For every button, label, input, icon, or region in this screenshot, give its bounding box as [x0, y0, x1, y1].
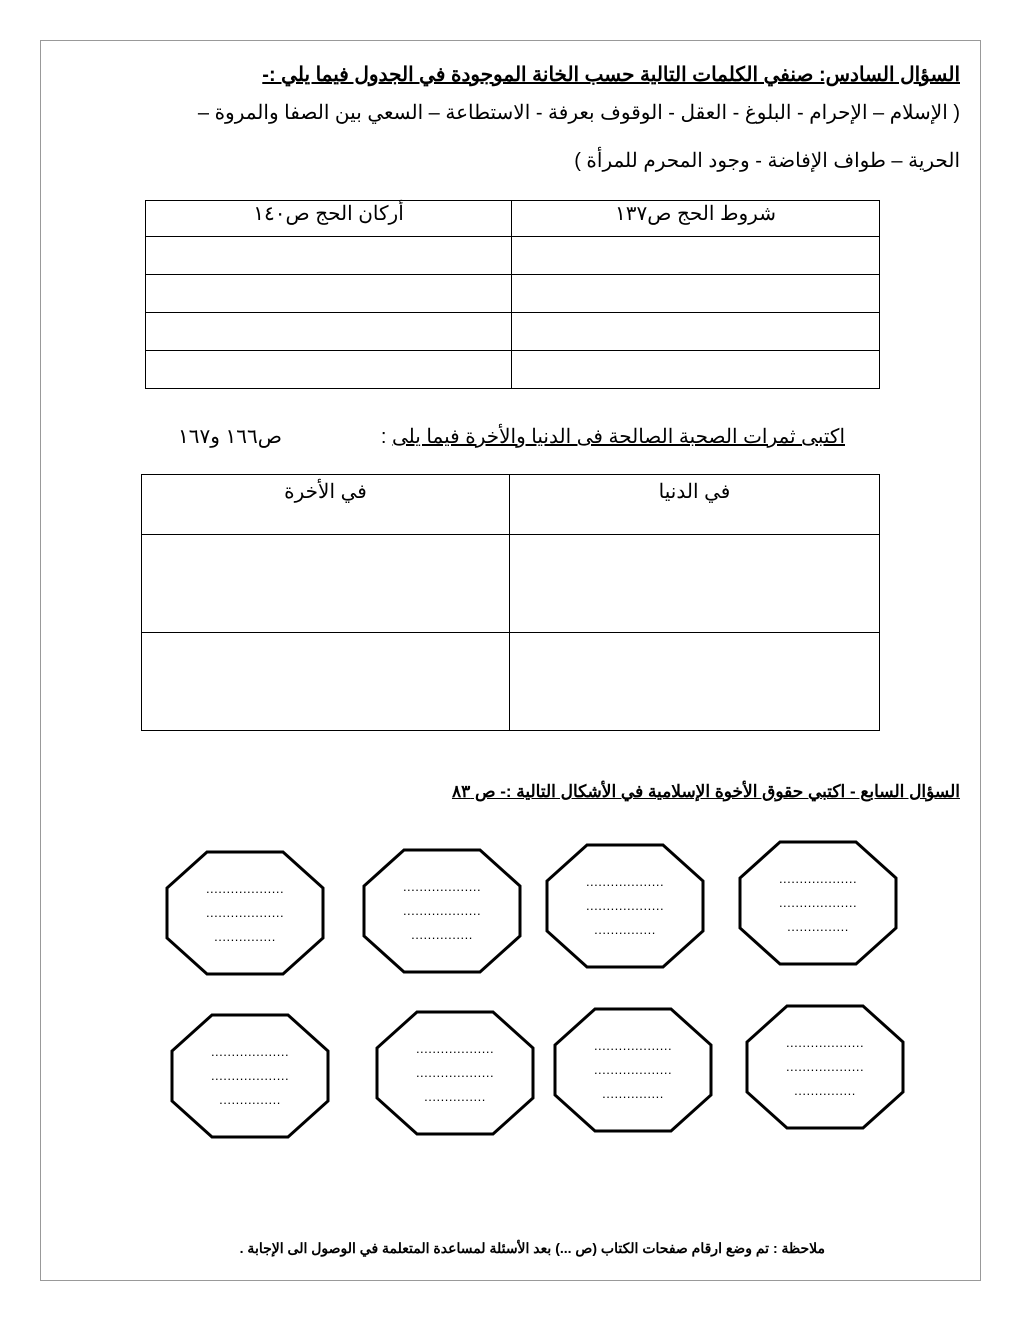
answer-cell[interactable]: [512, 351, 880, 389]
dotted-lines: [553, 1034, 713, 1106]
footer-note: ملاحظة : تم وضع ارقام صفحات الكتاب (ص ...) بعد الأسئلة لمساعدة المتعلمة في الوصول الى الإجابة .: [239, 1240, 825, 1256]
dotted-line[interactable]: ...................: [593, 1038, 673, 1053]
dotted-lines: [170, 1040, 330, 1112]
dotted-line[interactable]: ...................: [210, 1044, 290, 1059]
answer-cell[interactable]: [510, 633, 880, 731]
dotted-line[interactable]: ...................: [785, 1035, 865, 1050]
hajj-table: [145, 200, 880, 389]
dotted-line[interactable]: ...................: [210, 1068, 290, 1083]
dotted-lines: [165, 877, 325, 949]
dotted-line[interactable]: ...............: [219, 1092, 281, 1107]
dotted-line[interactable]: ...............: [411, 927, 473, 942]
answer-cell[interactable]: [146, 351, 512, 389]
octagon-answer-shape[interactable]: [738, 840, 898, 966]
dotted-line[interactable]: ...................: [593, 1062, 673, 1077]
dotted-line[interactable]: ...................: [785, 1059, 865, 1074]
dotted-line[interactable]: ...................: [415, 1065, 495, 1080]
page-reference: ص١٦٦ و١٦٧: [178, 426, 282, 448]
dotted-line[interactable]: ...................: [415, 1041, 495, 1056]
companionship-prompt: [381, 424, 845, 449]
word-list-line-2: الحرية – طواف الإفاضة - وجود المحرم للمرأة ): [574, 150, 960, 172]
answer-cell[interactable]: [512, 237, 880, 275]
answer-cell[interactable]: [146, 237, 512, 275]
dotted-lines: [738, 867, 898, 939]
answer-cell[interactable]: [510, 535, 880, 633]
header-dunya: في الدنيا: [510, 475, 880, 535]
prompt-colon: :: [380, 426, 393, 448]
octagon-answer-shape[interactable]: [362, 848, 522, 974]
dotted-line[interactable]: ...............: [794, 1083, 856, 1098]
header-akhira: في الأخرة: [142, 475, 510, 535]
dotted-line[interactable]: ...............: [594, 922, 656, 937]
answer-cell[interactable]: [146, 275, 512, 313]
answer-cell[interactable]: [142, 535, 510, 633]
dotted-line[interactable]: ...............: [424, 1089, 486, 1104]
dotted-line[interactable]: ...................: [402, 903, 482, 918]
dotted-line[interactable]: ...............: [787, 919, 849, 934]
prompt-text: اكتبى ثمرات الصحبة الصالحة فى الدنيا والأخرة فيما يلى: [392, 426, 845, 448]
companionship-table: [141, 474, 880, 731]
dotted-line[interactable]: ...................: [585, 898, 665, 913]
octagon-answer-shape[interactable]: [745, 1004, 905, 1130]
question-7-title: السؤال السابع - اكتبي حقوق الأخوة الإسلامية في الأشكال التالية :- ص ٨٣: [451, 782, 960, 801]
dotted-line[interactable]: ...................: [585, 874, 665, 889]
header-conditions: شروط الحج ص١٣٧: [512, 201, 880, 237]
dotted-line[interactable]: ...................: [402, 879, 482, 894]
dotted-lines: [362, 875, 522, 947]
octagon-answer-shape[interactable]: [545, 843, 705, 969]
dotted-line[interactable]: ...................: [778, 871, 858, 886]
dotted-line[interactable]: ...................: [205, 881, 285, 896]
answer-cell[interactable]: [512, 275, 880, 313]
octagon-answer-shape[interactable]: [375, 1010, 535, 1136]
answer-cell[interactable]: [512, 313, 880, 351]
dotted-lines: [375, 1037, 535, 1109]
dotted-line[interactable]: ...................: [205, 905, 285, 920]
answer-cell[interactable]: [146, 313, 512, 351]
dotted-line[interactable]: ...................: [778, 895, 858, 910]
question-6-title: السؤال السادس: صنفي الكلمات التالية حسب الخانة الموجودة في الجدول فيما يلي :-: [262, 64, 960, 86]
dotted-lines: [745, 1031, 905, 1103]
octagon-answer-shape[interactable]: [165, 850, 325, 976]
octagon-answer-shape[interactable]: [170, 1013, 330, 1139]
dotted-line[interactable]: ...............: [214, 929, 276, 944]
word-list-line-1: ( الإسلام – الإحرام - البلوغ - العقل - الوقوف بعرفة - الاستطاعة – السعي بين الصفا والمروة –: [197, 102, 960, 124]
header-pillars: أركان الحج ص١٤٠: [146, 201, 512, 237]
octagon-answer-shape[interactable]: [553, 1007, 713, 1133]
dotted-line[interactable]: ...............: [602, 1086, 664, 1101]
dotted-lines: [545, 870, 705, 942]
answer-cell[interactable]: [142, 633, 510, 731]
